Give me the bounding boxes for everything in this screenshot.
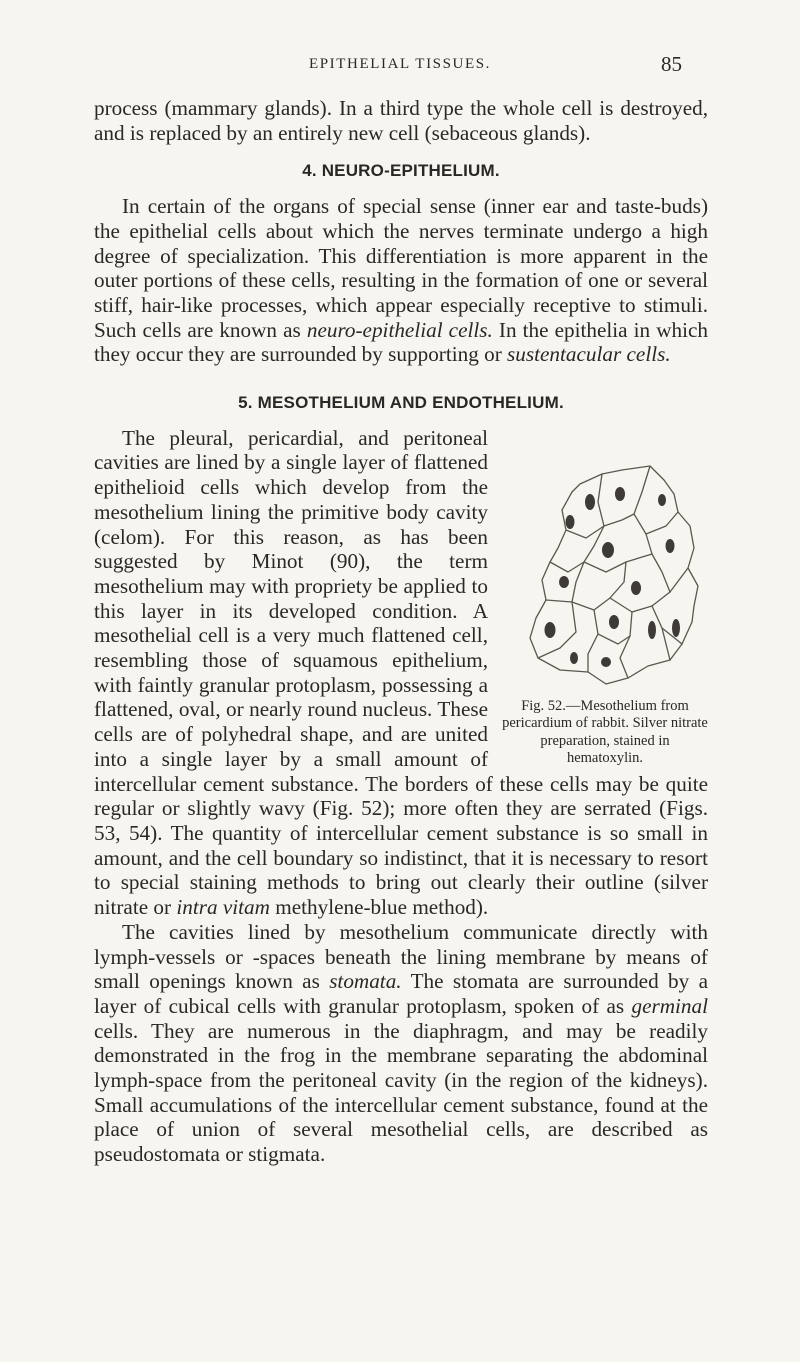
page-number: 85: [661, 52, 682, 76]
term: stomata.: [329, 969, 402, 994]
paragraph: The pleural, pericardial, and peritoneal cavities are lined by a single layer of flattened epithelioid cells which develop from the mesothelium lining the primitive body cavity (celom). For this reason, as has been suggested by Minot (90), the term mesothelium may with propriety be applied to this layer in its developed condition. A mesothelial cell is a very much flattened cell, resembling those of squamous epithelium, with faintly granular protoplasm, possessing a flattened, oval, or nearly round nucleus. These cells are of polyhedral shape, and are united into a single layer by a small amount of intercellular cement substance. The borders of these cells may be quite regular or slightly wavy (Fig. 52); more often they are serrated (Figs. 53, 54). The quantity of intercellular cement substance is so small in amount, and the cell boundary so indistinct, that it is necessary to resort to special staining methods to bring out clearly their outline (silver nitrate or intra vitam methylene-blue method).: [94, 425, 708, 920]
paragraph: The cavities lined by mesothelium communicate directly with lymph-vessels or -spaces beneath the lining membrane by means of small openings known as stomata. The stomata are surrounded by a layer of cubical cells with granular protoplasm, spoken of as germinal cells. They are numerous in the diaphragm, and may be readily demonstrated in the frog in the membrane separating the abdominal lymph-space from the peritoneal cavity (in the region of the kidneys). Small accumulations of the intercellular cement substance, found at the place of union of several mesothelial cells, are described as pseudostomata or stigmata.: [94, 919, 708, 1167]
term: intra vitam: [176, 895, 270, 920]
figure-caption: Fig. 52.—Mesothelium from pericardium of rabbit. Silver nitrate preparation, stained in hematoxylin.: [502, 697, 708, 767]
section-heading: 5. MESOTHELIUM AND ENDOTHELIUM.: [238, 393, 564, 413]
term: neuro-epithelial cells.: [306, 317, 493, 342]
figure-52: [502, 422, 708, 768]
page-header: [0, 52, 800, 86]
section-heading: 4. NEURO-EPITHELIUM.: [302, 161, 500, 181]
section-5: [94, 391, 708, 1167]
running-head: EPITHELIAL TISSUES.: [308, 56, 492, 72]
paragraph: process (mammary glands). In a third type the whole cell is destroyed, and is replaced by an entirely new cell (sebaceous glands).: [94, 96, 708, 145]
mesothelium-illustration: [502, 422, 708, 694]
term: sustentacular cells.: [507, 342, 671, 367]
section-4: [94, 159, 708, 367]
paragraph: In certain of the organs of special sense (inner ear and taste-buds) the epithelial cells about which the nerves terminate undergo a high degree of specialization. This differentiation is more apparent in the outer portions of these cells, resulting in the formation of one or several stiff, hair-like processes, which appear especially receptive to stimuli. Such cells are known as neuro-epithelial cells. In the epithelia in which they occur they are surrounded by supporting or sustentacular cells.: [94, 194, 708, 367]
term: germinal: [631, 993, 708, 1018]
body-text: [94, 96, 708, 1167]
